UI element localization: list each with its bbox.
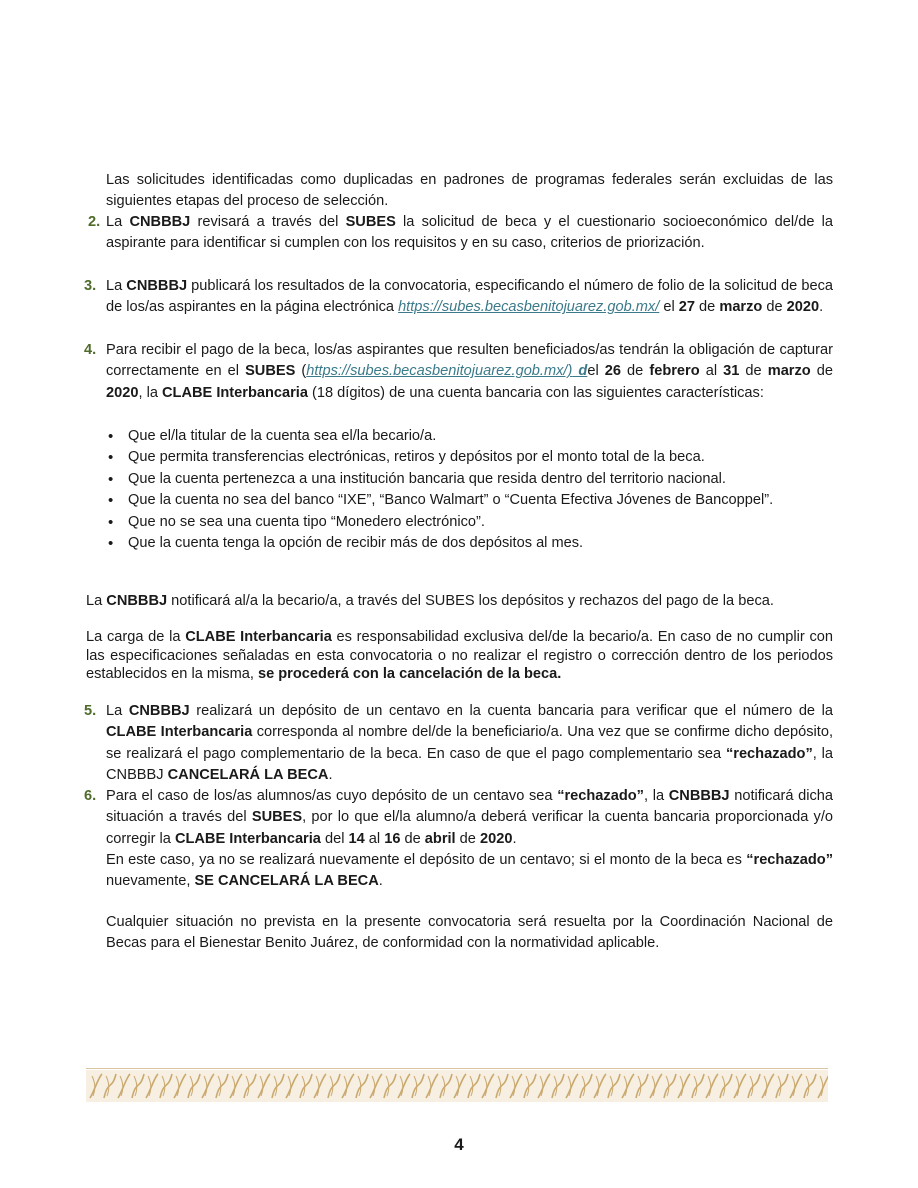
footer-divider: [86, 1068, 828, 1069]
list-item-4: Para recibir el pago de la beca, los/as aspirantes que resulten beneficiados/as tendrán la obligación de capturar correctamente en el SUBES (https://subes.becasbenitojuarez.gob.mx/) del 26 de febrero al 31 de marzo de 2020, la CLABE Interbancaria (18 dígitos) de una cuenta bancaria con las siguientes características:: [106, 342, 833, 401]
list-number: 6.: [84, 788, 97, 804]
notification-paragraph: La CNBBBJ notificará al/a la becario/a, a través del SUBES los depósitos y rechazos del pago de la beca.: [86, 593, 774, 609]
decorative-border: [86, 1070, 828, 1102]
list-item-6: Para el caso de los/as alumnos/as cuyo depósito de un centavo sea “rechazado”, la CNBBBJ notificará dicha situación a través del SUBES, por lo que el/la alumno/a deberá verificar la cuenta bancaria proporcionada y/o corregir la CLABE Interbancaria del 14 al 16 de abril de 2020.: [106, 788, 834, 847]
list-item-3: La CNBBBJ publicará los resultados de la convocatoria, especificando el número de folio de la solicitud de beca de los/as aspirantes en la página electrónica https://subes.becasbenitojuarez.gob.mx/ el 27 de marzo de 2020.: [106, 278, 833, 316]
subes-link-tail[interactable]: d: [572, 363, 588, 380]
intro-paragraph: Las solicitudes identificadas como duplicadas en padrones de programas federales serán excluidas de las siguientes etapas del proceso de selección.: [106, 172, 833, 210]
list-item: • Que la cuenta pertenezca a una institución bancaria que resida dentro del territorio nacional.: [106, 469, 833, 490]
list-number: 3.: [84, 278, 97, 294]
subes-link[interactable]: https://subes.becasbenitojuarez.gob.mx/: [398, 299, 660, 316]
item-6-continuation: En este caso, ya no se realizará nuevamente el depósito de un centavo; si el monto de la beca es “rechazado” nuevamente, SE CANCELARÁ LA BECA.: [106, 852, 833, 890]
list-item: • Que la cuenta no sea del banco “IXE”, “Banco Walmart” o “Cuenta Efectiva Jóvenes de Bancoppel”.: [106, 490, 833, 511]
list-item-5: La CNBBBJ realizará un depósito de un centavo en la cuenta bancaria para verificar que el número de la CLABE Interbancaria corresponda al nombre del/de la beneficiario/a. Una vez que se confirme dicho depósito, se realizará el pago complementario de la beca. En caso de que el pago complementario sea “rechazado”, la CNBBBJ CANCELARÁ LA BECA.: [106, 703, 833, 784]
list-number: 5.: [84, 703, 97, 719]
list-number: 4.: [84, 342, 97, 358]
closing-paragraph: Cualquier situación no prevista en la presente convocatoria será resuelta por la Coordinación Nacional de Becas para el Bienestar Benito Juárez, de conformidad con la normatividad aplicable.: [106, 914, 833, 952]
list-item: • Que no se sea una cuenta tipo “Monedero electrónico”.: [106, 512, 833, 533]
requirements-list: [106, 426, 833, 554]
list-number: 2.: [88, 214, 101, 230]
list-item: • Que permita transferencias electrónicas, retiros y depósitos por el monto total de la beca.: [106, 447, 833, 468]
list-item: • Que el/la titular de la cuenta sea el/la becario/a.: [106, 426, 833, 447]
subes-link[interactable]: https://subes.becasbenitojuarez.gob.mx/): [306, 363, 573, 380]
clabe-paragraph: La carga de la CLABE Interbancaria es responsabilidad exclusiva del/de la becario/a. En caso de no cumplir con las especificaciones señaladas en esta convocatoria o no realizar el registro o corrección dentro de los periodos establecidos en la misma, se procederá con la cancelación de la beca.: [86, 629, 833, 682]
list-item: • Que la cuenta tenga la opción de recibir más de dos depósitos al mes.: [106, 533, 833, 554]
list-item-2: La CNBBBJ revisará a través del SUBES la solicitud de beca y el cuestionario socioeconómico del/de la aspirante para identificar si cumplen con los requisitos y en su caso, criterios de priorización.: [106, 214, 834, 252]
page-number: 4: [454, 1135, 464, 1154]
